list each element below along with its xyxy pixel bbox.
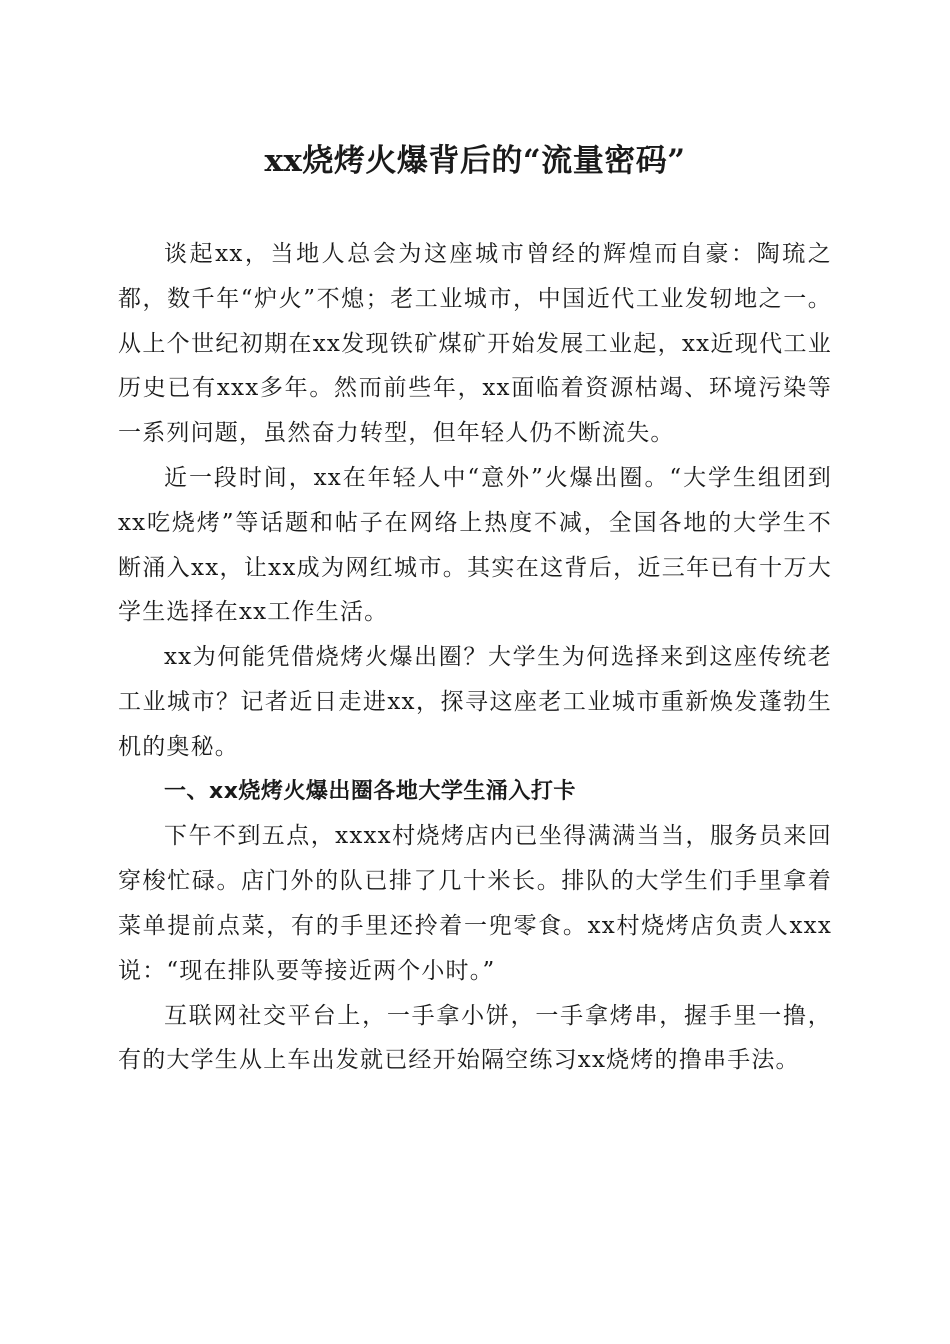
section-heading-1: 一、xx烧烤火爆出圈各地大学生涌入打卡 (164, 778, 576, 804)
paragraph-recent: 近一段时间，xx在年轻人中“意外”火爆出圈。“大学生组团到xx吃烧烤”等话题和帖子在网络上热度不减，全国各地的大学生不断涌入xx，让xx成为网红城市。其实在这背后，近三年已有十万大学生选择在xx工作生活。 (118, 464, 832, 626)
paragraph-intro: 谈起xx，当地人总会为这座城市曾经的辉煌而自豪：陶琉之都，数千年“炉火”不熄；老工业城市，中国近代工业发轫地之一。从上个世纪初期在xx发现铁矿煤矿开始发展工业起，xx近现代工业历史已有xxx多年。然而前些年，xx面临着资源枯竭、环境污染等一系列问题，虽然奋力转型，但年轻人仍不断流失。 (118, 241, 832, 447)
paragraph-bbq-shop: 下午不到五点，xxxx村烧烤店内已坐得满满当当，服务员来回穿梭忙碌。店门外的队已排了几十米长。排队的大学生们手里拿着菜单提前点菜，有的手里还拎着一兜零食。xx村烧烤店负责人xxx说：“现在排队要等接近两个小时。” (118, 823, 832, 984)
paragraph-question: xx为何能凭借烧烤火爆出圈？大学生为何选择来到这座传统老工业城市？记者近日走进xx，探寻这座老工业城市重新焕发蓬勃生机的奥秘。 (118, 644, 832, 760)
document-body (118, 232, 832, 1083)
paragraph-social-media: 互联网社交平台上，一手拿小饼，一手拿烤串，握手里一撸，有的大学生从上车出发就已经开始隔空练习xx烧烤的撸串手法。 (118, 1002, 832, 1074)
document-title: xx烧烤火爆背后的“流量密码” (264, 143, 686, 179)
